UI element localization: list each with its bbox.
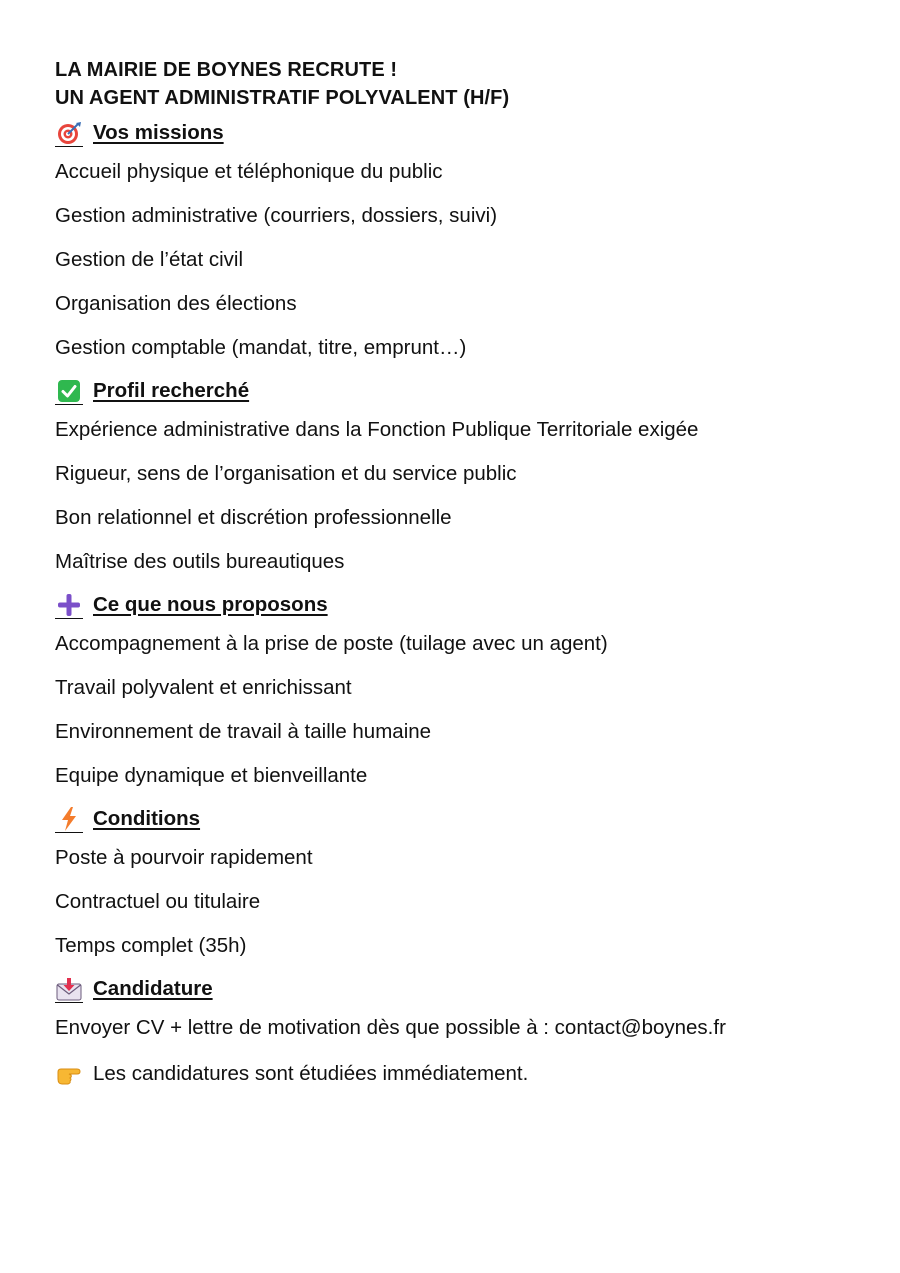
list-item: Temps complet (35h) xyxy=(55,934,247,957)
list-item: Bon relationnel et discrétion professionnelle xyxy=(55,506,452,529)
list-item: Contractuel ou titulaire xyxy=(55,890,261,913)
section-heading-text: Vos missions xyxy=(93,121,224,144)
list-item: Poste à pourvoir rapidement xyxy=(55,846,313,869)
list-item: Expérience administrative dans la Fonction Publique Territoriale exigée xyxy=(55,418,699,441)
section-profil xyxy=(55,374,855,584)
list-item: Gestion administrative (courriers, dossiers, suivi) xyxy=(55,204,498,227)
list-item: Travail polyvalent et enrichissant xyxy=(55,676,352,699)
section-candidature xyxy=(55,972,855,1050)
closing-note-text: Les candidatures sont étudiées immédiatement. xyxy=(93,1062,529,1085)
section-heading-proposons xyxy=(55,588,855,622)
list-item: Envoyer CV + lettre de motivation dès que possible à : contact@boynes.fr xyxy=(55,1016,726,1039)
section-heading-candidature xyxy=(55,972,855,1006)
list-item: Accompagnement à la prise de poste (tuilage avec un agent) xyxy=(55,632,608,655)
list-item: Gestion comptable (mandat, titre, emprunt…) xyxy=(55,336,467,359)
check-mark-icon xyxy=(55,378,83,405)
pointing-hand-icon xyxy=(55,1062,83,1086)
list-item: Maîtrise des outils bureautiques xyxy=(55,550,345,573)
list-item: Environnement de travail à taille humaine xyxy=(55,720,432,743)
lightning-icon xyxy=(55,806,83,833)
section-heading-missions xyxy=(55,116,855,150)
job-posting xyxy=(55,56,855,1098)
list-item: Equipe dynamique et bienveillante xyxy=(55,764,368,787)
section-heading-profil xyxy=(55,374,855,408)
section-heading-conditions xyxy=(55,802,855,836)
section-conditions xyxy=(55,802,855,968)
plus-icon xyxy=(55,592,83,619)
section-missions xyxy=(55,116,855,370)
section-heading-text: Ce que nous proposons xyxy=(93,593,328,616)
section-heading-text: Conditions xyxy=(93,807,201,830)
section-proposons xyxy=(55,588,855,798)
list-item: Rigueur, sens de l’organisation et du service public xyxy=(55,462,517,485)
list-item: Gestion de l’état civil xyxy=(55,248,244,271)
list-item: Accueil physique et téléphonique du public xyxy=(55,160,443,183)
target-icon xyxy=(55,120,83,147)
closing-note xyxy=(55,1050,855,1098)
title-line-2: UN AGENT ADMINISTRATIF POLYVALENT (H/F) xyxy=(55,87,510,109)
title-line-1: LA MAIRIE DE BOYNES RECRUTE ! xyxy=(55,59,398,81)
envelope-download-icon xyxy=(55,976,83,1003)
section-heading-text: Profil recherché xyxy=(93,379,250,402)
list-item: Organisation des élections xyxy=(55,292,297,315)
section-heading-text: Candidature xyxy=(93,977,213,1000)
